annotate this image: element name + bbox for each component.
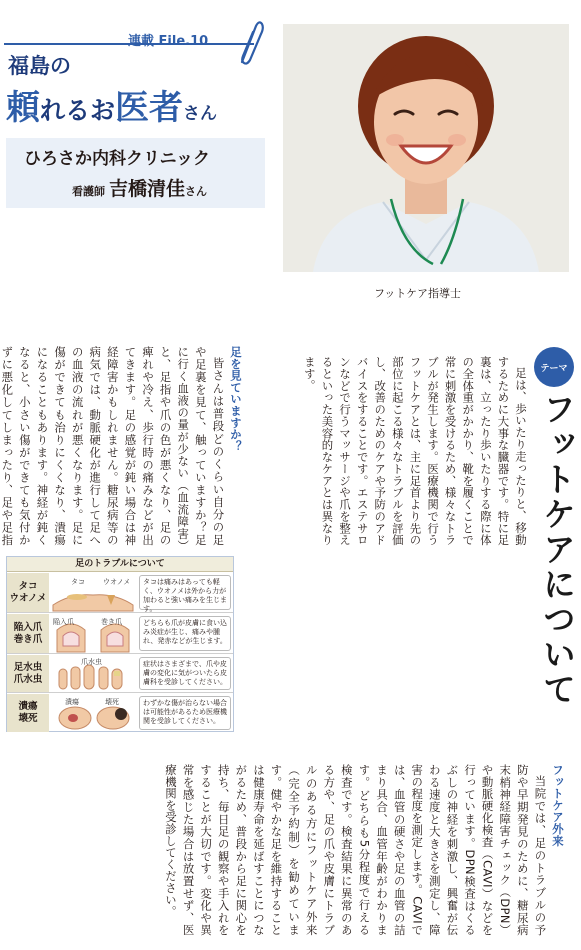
article-column-clinic — [163, 764, 566, 936]
figure-row-desc: 症状はさまざまで、爪や皮膚の変化に気がついたら皮膚科を受診してください。 — [139, 657, 231, 690]
paperclip-icon — [232, 18, 266, 68]
row-label-b: 巻き爪 — [13, 633, 43, 645]
figure-row-desc: タコは痛みはあっても軽く、ウオノメは外から力が加わると強い痛みを生じます。 — [139, 575, 231, 610]
subheading-look-at-feet: 足を見ていますか？ — [229, 346, 243, 453]
figure-row — [7, 573, 233, 613]
figure-row-label — [7, 655, 49, 692]
title-fragment: 頼 — [6, 88, 40, 128]
row-label-a: タコ — [18, 580, 38, 592]
article-column-look — [0, 346, 244, 546]
clinic-name: ひろさか内科クリニック — [24, 149, 210, 169]
photo-caption: フットケア指導士 — [374, 287, 462, 300]
figure-row-desc: どちらも爪が皮膚に食い込み炎症が生じ、痛みや腫れ、発赤などが生じます。 — [139, 616, 231, 651]
row-label-a: 潰瘍 — [18, 701, 38, 712]
nurse-portrait — [283, 24, 569, 272]
nurse-credit — [72, 174, 207, 201]
pic-label: 陥入爪 — [53, 618, 74, 626]
figure-row-label — [7, 694, 49, 732]
pic-label: 壊死 — [105, 698, 119, 706]
title-fragment: 医者 — [115, 88, 184, 128]
pic-label: ウオノメ — [103, 578, 131, 586]
paragraph-footcare-clinic: 当院では、足のトラブルの予防や早期発見のために、糖尿病末梢神経障害チェック（DPN）や動脈硬化検査（CAVI）などを行っています。DPN検査はくるぶしの神経を刺激し、興奮が伝わる速度と大きさを測定し、障害の程度を測定します。CAVIでは、血管の硬さや足の血管の詰まり具合、血管年齢がわかります。どちらも5分程度で行える検査です。検査結果に異常のある方や、足の爪や皮膚にトラブルのある方にフットケア外来（完全予約制）を勧めています。健やかな足を維持することは健康寿命を延ばすことにつながるため、普段から足に関心を持ち、毎日足の観察や手入れをすることが大切です。変化や異常を感じた場合は放置せず、医療機関を受診してください。 — [163, 764, 548, 936]
row-label-b: 爪水虫 — [13, 673, 43, 685]
row-label-b: 壊死 — [18, 713, 38, 724]
nurse-role: 看護師 — [72, 185, 105, 198]
figure-row-label — [7, 573, 49, 612]
nurse-suffix: さん — [185, 185, 208, 198]
row-label-b: ウオノメ — [9, 592, 47, 604]
ulcer-necrosis-illustration — [51, 696, 135, 730]
figure-row — [7, 655, 233, 693]
figure-row — [7, 694, 233, 732]
article-title: フットケアについて — [538, 392, 577, 707]
row-label-a: 陥入爪 — [13, 621, 43, 633]
subheading-footcare-clinic: フットケア外来 — [551, 764, 565, 847]
series-label: 連載 File.10 — [128, 34, 209, 49]
article-column-intro — [302, 356, 529, 546]
figure-title: 足のトラブルについて — [7, 557, 233, 572]
title-fragment: さん — [183, 104, 218, 124]
nurse-name: 吉橋清佳 — [109, 178, 186, 200]
theme-badge: テーマ — [534, 347, 574, 387]
title-fragment: れる — [40, 96, 91, 125]
series-title-line2 — [6, 80, 217, 129]
figure-row — [7, 614, 233, 654]
figure-row-label — [7, 614, 49, 653]
pic-label: 巻き爪 — [101, 618, 122, 626]
series-title-line1: 福島の — [8, 54, 71, 78]
paragraph-intro: 足は、歩いたり走ったりと、移動するために大事な臓器です。特に足裏は、立ったり歩いたりする際に体の全体重がかかり、靴を履くことで常に刺激を受けるため、様々なトラブルが発生します。医療機関で行うフットケアとは、主に足首より先の部位に起こる様々なトラブルを評価し、改善のためのケアや予防のアドバイスをすることです。エステサロンなどで行うマッサージや爪を整えるといった美容的なケアとは異なります。 — [302, 356, 528, 546]
foot-trouble-figure — [6, 556, 234, 732]
paragraph-look-at-feet: 皆さんは普段どのくらい自分の足や足裏を見て、触っていますか？足に行く血液の量が少ない（血流障害）と、足指や爪の色が悪くなり、足の痺れや冷え、歩行時の痛みなどが出てきます。足の感覚が鈍い場合は神経障害かもしれません。糖尿病等の病気では、動脈硬化が進行して足への血液の流れが悪くなります。足に傷ができても治りにくくなり、潰瘍になることもあります。神経が鈍くなると、小さい傷ができても気付かずに悪化してしまったり、足や足指 — [0, 346, 226, 546]
title-fragment: お — [90, 96, 116, 125]
figure-row-desc: わずかな傷が治らない場合は可能性があるため医療機関を受診してください。 — [139, 696, 231, 730]
pic-label: 潰瘍 — [65, 698, 79, 706]
pic-label: 爪水虫 — [81, 658, 102, 666]
pic-label: タコ — [71, 578, 85, 586]
ingrown-nail-illustration — [51, 616, 135, 652]
athletes-foot-illustration — [51, 657, 135, 691]
corn-illustration — [51, 575, 135, 611]
row-label-a: 足水虫 — [13, 661, 43, 673]
